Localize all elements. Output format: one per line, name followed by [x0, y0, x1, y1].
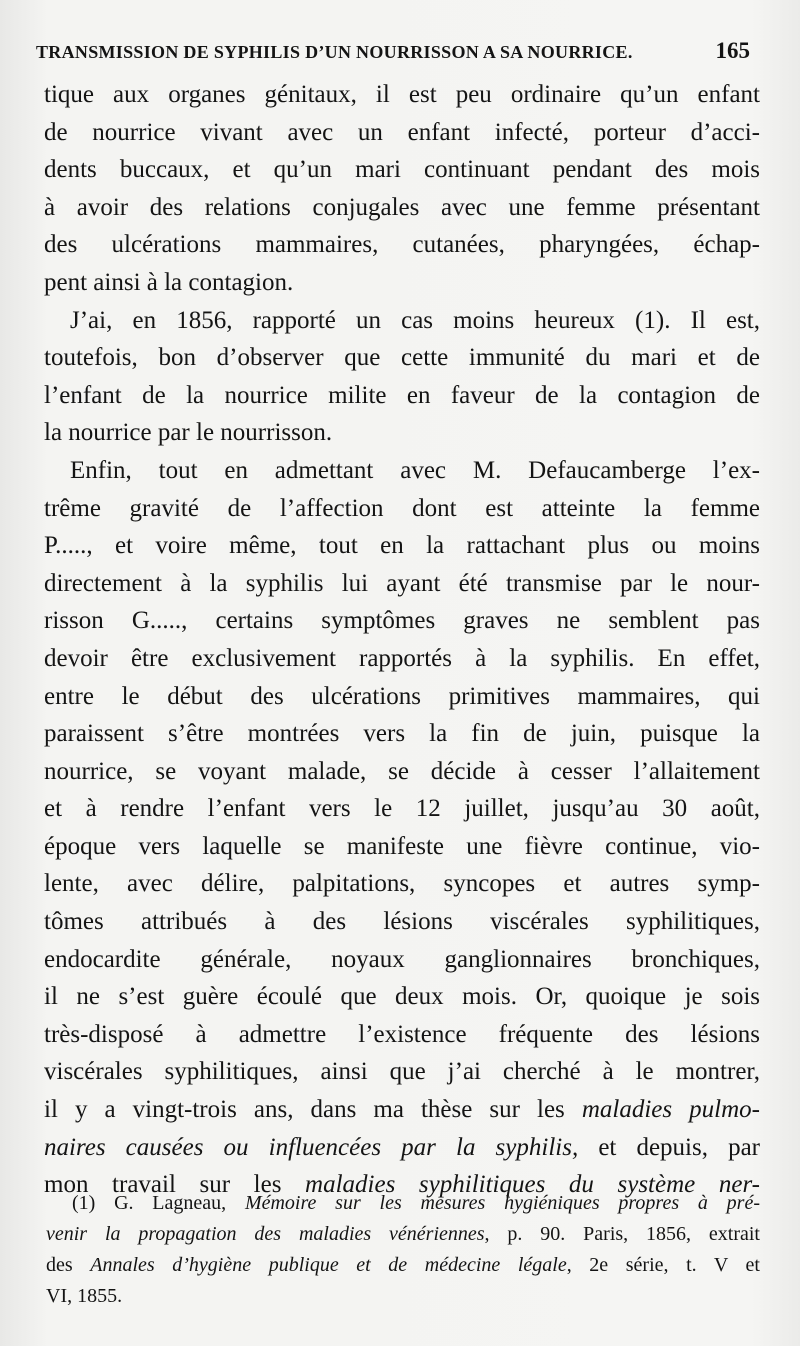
page-header	[36, 38, 750, 64]
text-line: des ulcérations mammaires, cutanées, pharyngées, échap-	[44, 231, 760, 259]
text-line: risson G....., certains symptômes graves ne semblent pas	[44, 607, 760, 635]
footnote	[46, 1188, 760, 1312]
text-line: directement à la syphilis lui ayant été transmise par le nour-	[44, 569, 760, 597]
footnote-line	[46, 1219, 760, 1250]
text-segment: et depuis, par	[598, 1133, 761, 1161]
footnote-journal: Annales d’hygiène publique et de médecine légale	[90, 1254, 567, 1276]
text-line: tômes attribués à des lésions viscérales syphilitiques,	[44, 908, 760, 936]
text-line	[44, 1091, 760, 1129]
running-title: TRANSMISSION DE SYPHILIS D’UN NOURRISSON A SA NOURRICE.	[36, 42, 633, 62]
text-line: P....., et voire même, tout en la rattachant plus ou moins	[44, 532, 760, 560]
text-line: endocardite générale, noyaux ganglionnaires bronchiques,	[44, 945, 760, 973]
text-line: nourrice, se voyant malade, se décide à cesser l’allaitement	[44, 757, 760, 785]
text-line: de nourrice vivant avec un enfant infecté, porteur d’acci-	[44, 118, 760, 146]
text-line	[44, 1129, 760, 1167]
footnote-line	[46, 1188, 760, 1219]
page-number: 165	[715, 38, 750, 63]
text-line: la nourrice par le nourrisson.	[44, 419, 333, 447]
text-line: à avoir des relations conjugales avec une femme présentant	[44, 193, 760, 221]
text-line: pent ainsi à la contagion.	[44, 268, 294, 296]
text-line: paraissent s’être montrées vers la fin de juin, puisque la	[44, 720, 760, 748]
footnote-author: (1) G. Lagneau,	[72, 1192, 245, 1214]
footnote-line: VI, 1855.	[46, 1285, 123, 1307]
text-line: trême gravité de l’affection dont est atteinte la femme	[44, 494, 760, 522]
text-line: il ne s’est guère écoulé que deux mois. Or, quoique je sois	[44, 983, 760, 1011]
text-segment: mon travail sur les	[44, 1171, 282, 1199]
text-line: viscérales syphilitiques, ainsi que j’ai cherché à le montrer,	[44, 1058, 760, 1086]
italic-title: naires causées ou influencées par la syphilis,	[44, 1133, 579, 1161]
text-line: très-disposé à admettre l’existence fréquente des lésions	[44, 1020, 760, 1048]
text-line: dents buccaux, et qu’un mari continuant pendant des mois	[44, 156, 760, 184]
text-line: devoir être exclusivement rapportés à la syphilis. En effet,	[44, 644, 760, 672]
footnote-title: Mémoire sur les mesures hygiéniques propres à pré-	[244, 1192, 760, 1214]
body-text	[44, 76, 760, 1204]
text-line: l’enfant de la nourrice milite en faveur de la contagion de	[44, 381, 760, 409]
footnote-text: des	[46, 1254, 91, 1276]
text-line: lente, avec délire, palpitations, syncopes et autres symp-	[44, 870, 760, 898]
text-line: Enfin, tout en admettant avec M. Defaucamberge l’ex-	[70, 456, 760, 484]
text-line: entre le début des ulcérations primitives mammaires, qui	[44, 682, 760, 710]
footnote-text: , p. 90. Paris, 1856, extrait	[484, 1223, 760, 1245]
footnote-title: venir la propagation des maladies vénériennes	[46, 1223, 485, 1245]
italic-title: maladies syphilitiques du système ner-	[305, 1171, 760, 1199]
text-line: et à rendre l’enfant vers le 12 juillet, jusqu’au 30 août,	[44, 795, 760, 823]
footnote-text: , 2e série, t. V et	[566, 1254, 760, 1276]
text-line: J’ai, en 1856, rapporté un cas moins heureux (1). Il est,	[70, 306, 760, 334]
text-line: toutefois, bon d’observer que cette immunité du mari et de	[44, 344, 760, 372]
italic-title: maladies pulmo-	[581, 1096, 760, 1124]
text-line: époque vers laquelle se manifeste une fièvre continue, vio-	[44, 832, 760, 860]
text-line: tique aux organes génitaux, il est peu ordinaire qu’un enfant	[44, 81, 760, 108]
text-segment: il y a vingt-trois ans, dans ma thèse sur les	[44, 1096, 565, 1124]
footnote-line	[46, 1250, 760, 1281]
